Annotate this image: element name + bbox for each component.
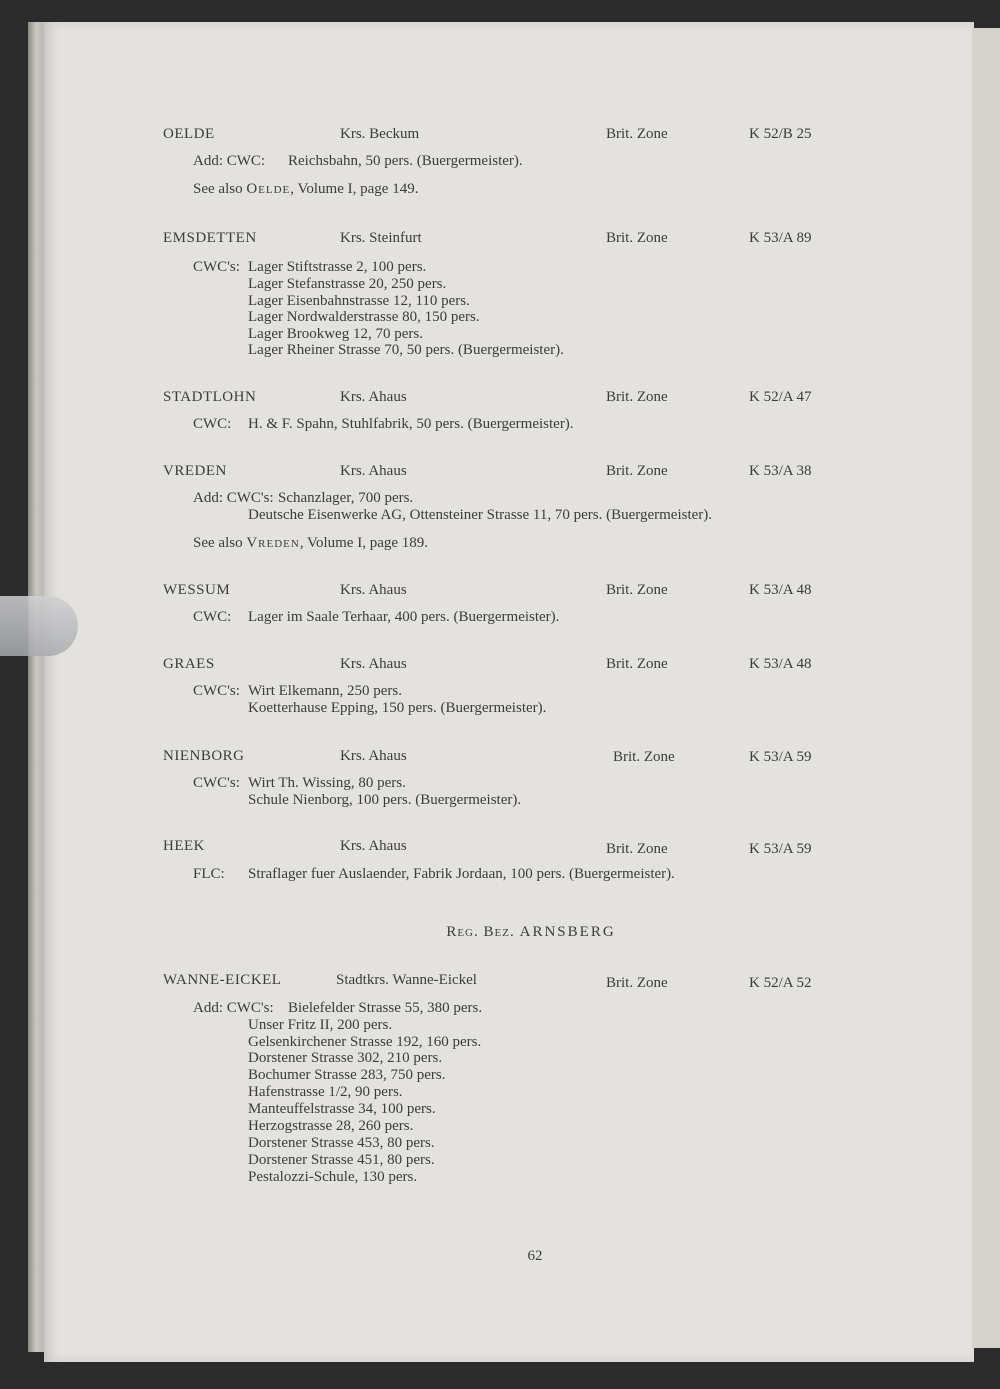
entry-district: Krs. Steinfurt <box>340 230 422 246</box>
entry-place: WESSUM <box>163 582 231 598</box>
entry-label: FLC: <box>193 866 225 882</box>
entry-map-ref: K 53/A 38 <box>749 463 812 479</box>
see-also-suffix: , Volume I, page 149. <box>290 181 419 197</box>
see-also <box>193 181 418 198</box>
entry-district: Krs. Ahaus <box>340 838 407 854</box>
region-heading <box>0 924 1000 941</box>
entry-line: Lager im Saale Terhaar, 400 pers. (Buergermeister). <box>248 609 560 625</box>
entry-place: EMSDETTEN <box>163 230 257 246</box>
see-also-suffix: , Volume I, page 189. <box>299 535 429 551</box>
entry-line: Dorstener Strasse 302, 210 pers. <box>248 1050 443 1066</box>
entry-district: Krs. Ahaus <box>340 582 407 598</box>
entry-line: Lager Eisenbahnstrasse 12, 110 pers. <box>248 293 470 309</box>
entry-map-ref: K 52/A 52 <box>749 975 812 991</box>
entry-label: Add: CWC's: <box>193 1000 274 1016</box>
entry-district: Krs. Ahaus <box>340 463 407 479</box>
entry-map-ref: K 53/A 59 <box>749 749 812 765</box>
entry-district: Krs. Ahaus <box>340 389 407 405</box>
entry-line: Dorstener Strasse 451, 80 pers. <box>248 1152 435 1168</box>
see-also <box>193 535 428 552</box>
entry-zone: Brit. Zone <box>606 582 668 598</box>
entry-line: Deutsche Eisenwerke AG, Ottensteiner Strasse 11, 70 pers. (Buergermeister). <box>248 507 713 523</box>
entry-label: CWC's: <box>193 775 240 791</box>
entry-label: CWC: <box>193 609 232 625</box>
entry-line: Lager Stiftstrasse 2, 100 pers. <box>248 259 427 275</box>
entry-line: Koetterhause Epping, 150 pers. (Buergermeister). <box>248 700 547 716</box>
entry-label: Add: CWC: <box>193 153 266 169</box>
entry-label: CWC's: <box>193 683 240 699</box>
entry-line: H. & F. Spahn, Stuhlfabrik, 50 pers. (Buergermeister). <box>248 416 574 432</box>
entry-line: Dorstener Strasse 453, 80 pers. <box>248 1135 435 1151</box>
entry-place: NIENBORG <box>163 748 245 764</box>
entry-map-ref: K 52/A 47 <box>749 389 812 405</box>
entry-line: Schanzlager, 700 pers. <box>278 490 414 506</box>
entry-line: Lager Nordwalderstrasse 80, 150 pers. <box>248 309 480 325</box>
page-number: 62 <box>527 1248 543 1264</box>
entry-line: Herzogstrasse 28, 260 pers. <box>248 1118 414 1134</box>
entry-line: Unser Fritz II, 200 pers. <box>248 1017 393 1033</box>
entry-line: Manteuffelstrasse 34, 100 pers. <box>248 1101 436 1117</box>
entry-map-ref: K 53/A 59 <box>749 841 812 857</box>
entry-line: Bochumer Strasse 283, 750 pers. <box>248 1067 446 1083</box>
entry-zone: Brit. Zone <box>606 656 668 672</box>
entry-label: Add: CWC's: <box>193 490 274 506</box>
entry-place: WANNE-EICKEL <box>163 972 282 988</box>
region-name: ARNSBERG <box>519 924 616 940</box>
entry-line: Lager Brookweg 12, 70 pers. <box>248 326 423 342</box>
entry-place: GRAES <box>163 656 215 672</box>
entry-zone: Brit. Zone <box>606 389 668 405</box>
entry-line: Wirt Elkemann, 250 pers. <box>248 683 402 699</box>
entry-zone: Brit. Zone <box>606 126 668 142</box>
entry-line: Gelsenkirchener Strasse 192, 160 pers. <box>248 1034 482 1050</box>
entry-label: CWC: <box>193 416 232 432</box>
entry-map-ref: K 52/B 25 <box>749 126 812 142</box>
entry-line: Wirt Th. Wissing, 80 pers. <box>248 775 406 791</box>
entry-line: Lager Stefanstrasse 20, 250 pers. <box>248 276 447 292</box>
see-also-place: Oelde <box>246 181 291 197</box>
entry-place: STADTLOHN <box>163 389 257 405</box>
entry-line: Hafenstrasse 1/2, 90 pers. <box>248 1084 403 1100</box>
entry-line: Pestalozzi-Schule, 130 pers. <box>248 1169 418 1185</box>
entry-zone: Brit. Zone <box>606 841 668 857</box>
entry-line: Schule Nienborg, 100 pers. (Buergermeister). <box>248 792 522 808</box>
entry-line: Bielefelder Strasse 55, 380 pers. <box>288 1000 483 1016</box>
entry-label: CWC's: <box>193 259 240 275</box>
entry-line: Straflager fuer Auslaender, Fabrik Jordaan, 100 pers. (Buergermeister). <box>248 866 675 882</box>
entry-zone: Brit. Zone <box>606 975 668 991</box>
see-also-prefix: See also <box>193 181 243 197</box>
see-also-place: Vreden <box>246 535 300 551</box>
entry-district: Krs. Ahaus <box>340 656 407 672</box>
entry-zone: Brit. Zone <box>613 749 675 765</box>
entry-line: Reichsbahn, 50 pers. (Buergermeister). <box>288 153 523 169</box>
see-also-prefix: See also <box>193 535 243 551</box>
entry-map-ref: K 53/A 89 <box>749 230 812 246</box>
entry-zone: Brit. Zone <box>606 463 668 479</box>
entry-district: Krs. Ahaus <box>340 748 407 764</box>
entry-map-ref: K 53/A 48 <box>749 582 812 598</box>
entry-district: Stadtkrs. Wanne-Eickel <box>336 972 477 988</box>
region-prefix: Reg. Bez. <box>446 924 515 940</box>
entry-district: Krs. Beckum <box>340 126 420 142</box>
entry-map-ref: K 53/A 48 <box>749 656 812 672</box>
entry-place: VREDEN <box>163 463 227 479</box>
entry-line: Lager Rheiner Strasse 70, 50 pers. (Buergermeister). <box>248 342 564 358</box>
entry-zone: Brit. Zone <box>606 230 668 246</box>
entry-place: HEEK <box>163 838 205 854</box>
entry-place: OELDE <box>163 126 215 142</box>
